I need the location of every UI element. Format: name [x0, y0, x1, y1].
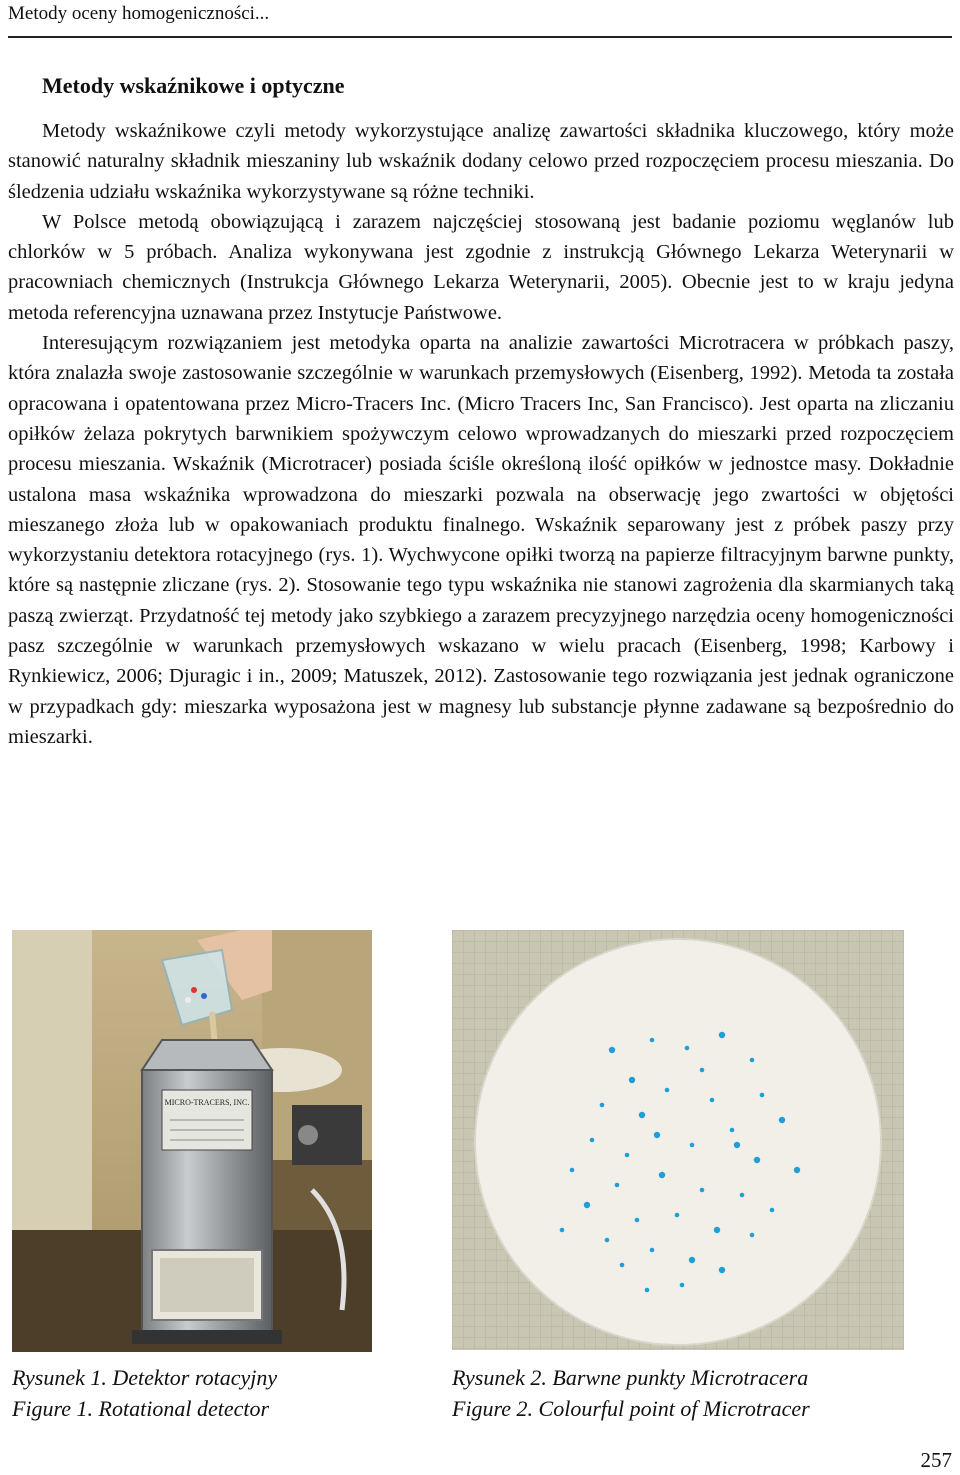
- microtracer-dot: [600, 1103, 605, 1108]
- microtracer-dot: [719, 1032, 725, 1038]
- microtracer-dot: [615, 1183, 620, 1188]
- microtracer-dot: [650, 1248, 655, 1253]
- microtracer-dot: [675, 1213, 680, 1218]
- body-text: [8, 116, 954, 752]
- microtracer-dot: [605, 1238, 610, 1243]
- microtracer-dot: [754, 1157, 760, 1163]
- microtracer-dot: [659, 1172, 665, 1178]
- caption-polish: Rysunek 1. Detektor rotacyjny: [12, 1365, 278, 1390]
- microtracer-dot: [714, 1227, 720, 1233]
- microtracer-dot: [590, 1138, 595, 1143]
- microtracer-dot: [750, 1058, 755, 1063]
- microtracer-dot: [710, 1098, 715, 1103]
- microtracer-dot: [584, 1202, 590, 1208]
- device-label: MICRO-TRACERS, INC.: [164, 1098, 250, 1107]
- header-rule: [8, 36, 952, 38]
- microtracer-dot: [570, 1168, 575, 1173]
- microtracer-dot: [654, 1132, 660, 1138]
- microtracer-dot: [609, 1047, 615, 1053]
- microtracer-dot: [685, 1046, 690, 1051]
- microtracer-dot: [689, 1257, 695, 1263]
- microtracer-dot: [665, 1088, 670, 1093]
- microtracer-dot: [690, 1143, 695, 1148]
- figure-rotational-detector-photo: [12, 930, 372, 1352]
- microtracer-dot: [639, 1112, 645, 1118]
- caption-english: Figure 2. Colourful point of Microtracer: [452, 1396, 810, 1421]
- figure-microtracer-dots-photo: [452, 930, 904, 1350]
- caption-polish: Rysunek 2. Barwne punkty Microtracera: [452, 1365, 809, 1390]
- microtracer-dot: [680, 1283, 685, 1288]
- paragraph: W Polsce metodą obowiązującą i zarazem najczęściej stosowaną jest badanie poziomu węglanów lub chlorków w 5 próbach. Analiza wykonywana jest zgodnie z instrukcją Głównego Lekarza Weterynarii w pracowniach chemicznych (Instrukcja Głównego Lekarza Weterynarii, 2005). Obecnie jest to w kraju jedyna metoda referencyjna uznawana przez Instytucje Państwowe.: [8, 210, 954, 324]
- microtracer-dot: [645, 1288, 650, 1293]
- section-title: Metody wskaźnikowe i optyczne: [42, 73, 345, 98]
- paragraph: Interesującym rozwiązaniem jest metodyka oparta na analizie zawartości Microtracera w próbkach paszy, która znalazła swoje zastosowanie szczególnie w warunkach przemysłowych (Eisenberg, 1992). Metoda ta została opracowana i opatentowana przez Micro-Tracers Inc. (Micro Tracers Inc, San Francisco). Jest oparta na zliczaniu opiłków żelaza pokrytych barwnikiem spożywczym celowo wprowadzanych do mieszarki przed rozpoczęciem procesu mieszania. Wskaźnik (Microtracer) posiada ściśle określoną ilość opiłków w jednostce masy. Dokładnie ustalona masa wskaźnika wprowadzona do mieszarki pozwala na obserwację jego zwartości w objętości mieszanego złoża lub w opakowaniach produktu finalnego. Wskaźnik separowany jest z próbek paszy przy wykorzystaniu detektora rotacyjnego (rys. 1). Wychwycone opiłki tworzą na papierze filtracyjnym barwne punkty, które są następnie zliczane (rys. 2). Stosowanie tego typu wskaźnika nie stanowi zagrożenia dla skarmianych taką paszą zwierząt. Przydatność tej metody jako szybkiego a zarazem precyzyjnego narzędzia oceny homogeniczności pasz szczególnie w warunkach przemysłowych wskazano w wielu pracach (Eisenberg, 1998; Karbowy i Rynkiewicz, 2006; Djuragic i in., 2009; Matuszek, 2012). Zastosowanie tego rozwiązania jest jednak ograniczone w przypadkach gdy: mieszarka wyposażona jest w magnesy lub substancje płynne zadawane są bezpośrednio do mieszarki.: [8, 332, 954, 748]
- microtracer-dot: [750, 1233, 755, 1238]
- microtracer-dot: [734, 1142, 740, 1148]
- microtracer-dot: [740, 1193, 745, 1198]
- microtracer-dot: [719, 1267, 725, 1273]
- microtracer-dot: [625, 1153, 630, 1158]
- figure-2-caption: [452, 1362, 810, 1424]
- microtracer-dot: [635, 1218, 640, 1223]
- microtracer-dot: [730, 1128, 735, 1133]
- microtracer-dot: [779, 1117, 785, 1123]
- microtracer-dot: [700, 1068, 705, 1073]
- microtracer-dot: [560, 1228, 565, 1233]
- microtracer-dot: [629, 1077, 635, 1083]
- microtracer-dot: [760, 1093, 765, 1098]
- microtracer-dot: [794, 1167, 800, 1173]
- microtracer-dot: [650, 1038, 655, 1043]
- caption-english: Figure 1. Rotational detector: [12, 1396, 270, 1421]
- microtracer-dot: [700, 1188, 705, 1193]
- paragraph: Metody wskaźnikowe czyli metody wykorzystujące analizę zawartości składnika kluczowego, który może stanowić naturalny składnik mieszaniny lub wskaźnik dodany celowo przed rozpoczęciem procesu mieszania. Do śledzenia udziału wskaźnika wykorzystywane są różne techniki.: [8, 120, 954, 203]
- microtracer-dot: [770, 1208, 775, 1213]
- page-number: 257: [920, 1448, 952, 1472]
- microtracer-dot: [620, 1263, 625, 1268]
- figure-1-caption: [12, 1362, 277, 1424]
- running-header: Metody oceny homogeniczności...: [8, 3, 270, 24]
